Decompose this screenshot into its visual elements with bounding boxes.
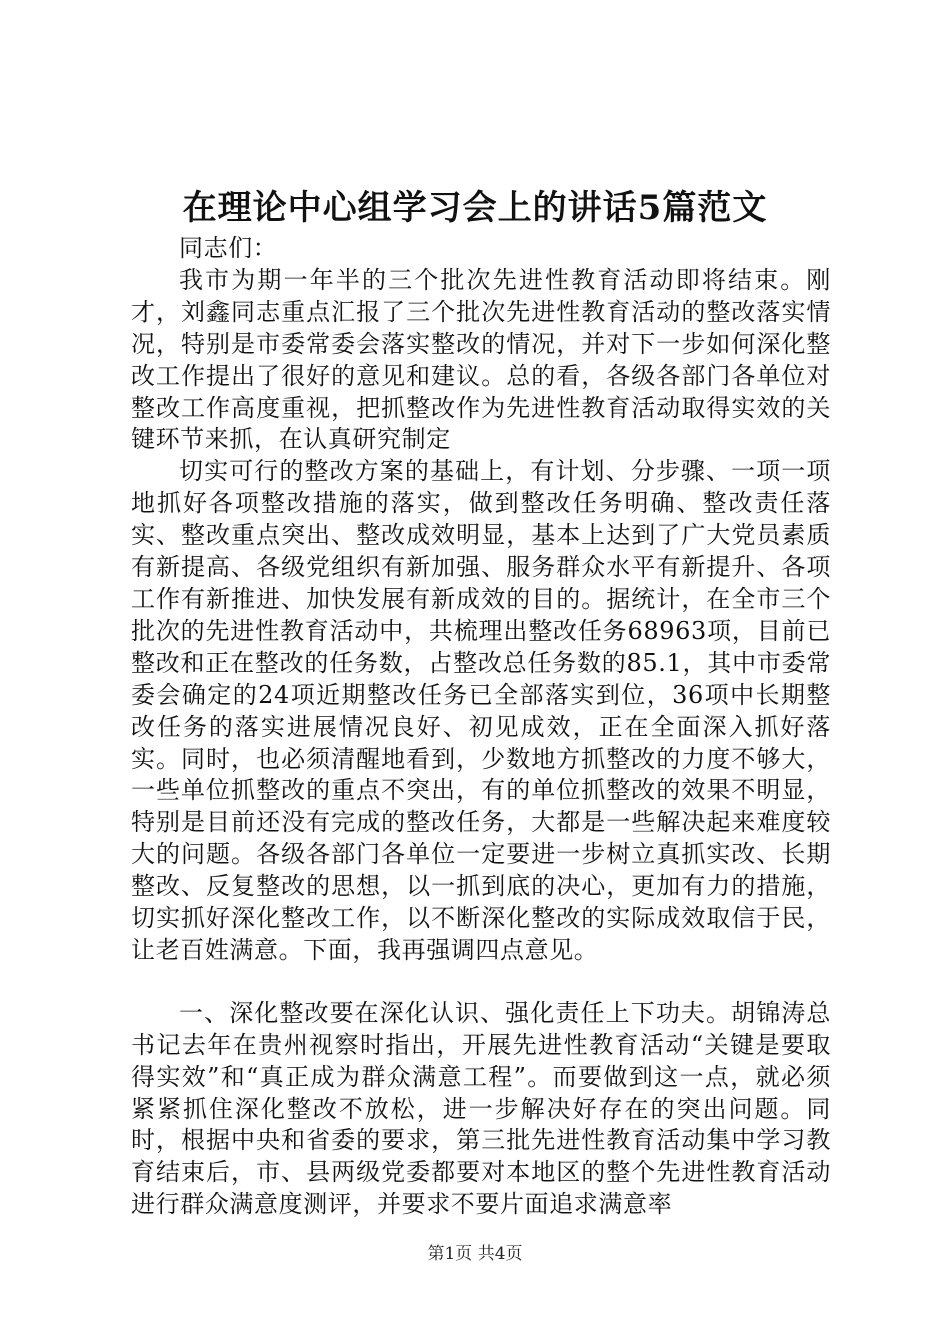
page-footer: 第1页 共4页 bbox=[427, 1244, 523, 1264]
salutation: 同志们： bbox=[179, 234, 278, 262]
paragraph-3: 一、深化整改要在深化认识、强化责任上下功夫。胡锦涛总书记去年在贵州视察时指出，开展先进性教育活动“关键是要取得实效”和“真正成为群众满意工程”。而要做到这一点，就必须紧紧抓住深化整改不放松，进一步解决好存在的突出问题。同时，根据中央和省委的要求，第三批先进性教育活动集中学习教育结束后，市、县两级党委都要对本地区的整个先进性教育活动进行群众满意度测评，并要求不要片面追求满意率 bbox=[131, 998, 831, 1219]
paragraph-2: 切实可行的整改方案的基础上，有计划、分步骤、一项一项地抓好各项整改措施的落实，做到整改任务明确、整改责任落实、整改重点突出、整改成效明显，基本上达到了广大党员素质有新提高、各级党组织有新加强、服务群众水平有新提升、各项工作有新推进、加快发展有新成效的目的。据统计，在全市三个批次的先进性教育活动中，共梳理出整改任务68963项，目前已整改和正在整改的任务数，占整改总任务数的85.1，其中市委常委会确定的24项近期整改任务已全部落实到位，36项中长期整改任务的落实进展情况良好、初见成效，正在全面深入抓好落实。同时，也必须清醒地看到，少数地方抓整改的力度不够大，一些单位抓整改的重点不突出，有的单位抓整改的效果不明显，特别是目前还没有完成的整改任务，大都是一些解决起来难度较大的问题。各级各部门各单位一定要进一步树立真抓实改、长期整改、反复整改的思想，以一抓到底的决心，更加有力的措施，切实抓好深化整改工作，以不断深化整改的实际成效取信于民，让老百姓满意。下面，我再强调四点意见。 bbox=[131, 457, 831, 964]
document-body bbox=[131, 233, 831, 1221]
document-title: 在理论中心组学习会上的讲话5篇范文 bbox=[182, 188, 768, 228]
paragraph-1: 我市为期一年半的三个批次先进性教育活动即将结束。刚才，刘鑫同志重点汇报了三个批次先进性教育活动的整改落实情况，特别是市委常委会落实整改的情况，并对下一步如何深化整改工作提出了很好的意见和建议。总的看，各级各部门各单位对整改工作高度重视，把抓整改作为先进性教育活动取得实效的关键环节来抓，在认真研究制定 bbox=[131, 265, 831, 454]
